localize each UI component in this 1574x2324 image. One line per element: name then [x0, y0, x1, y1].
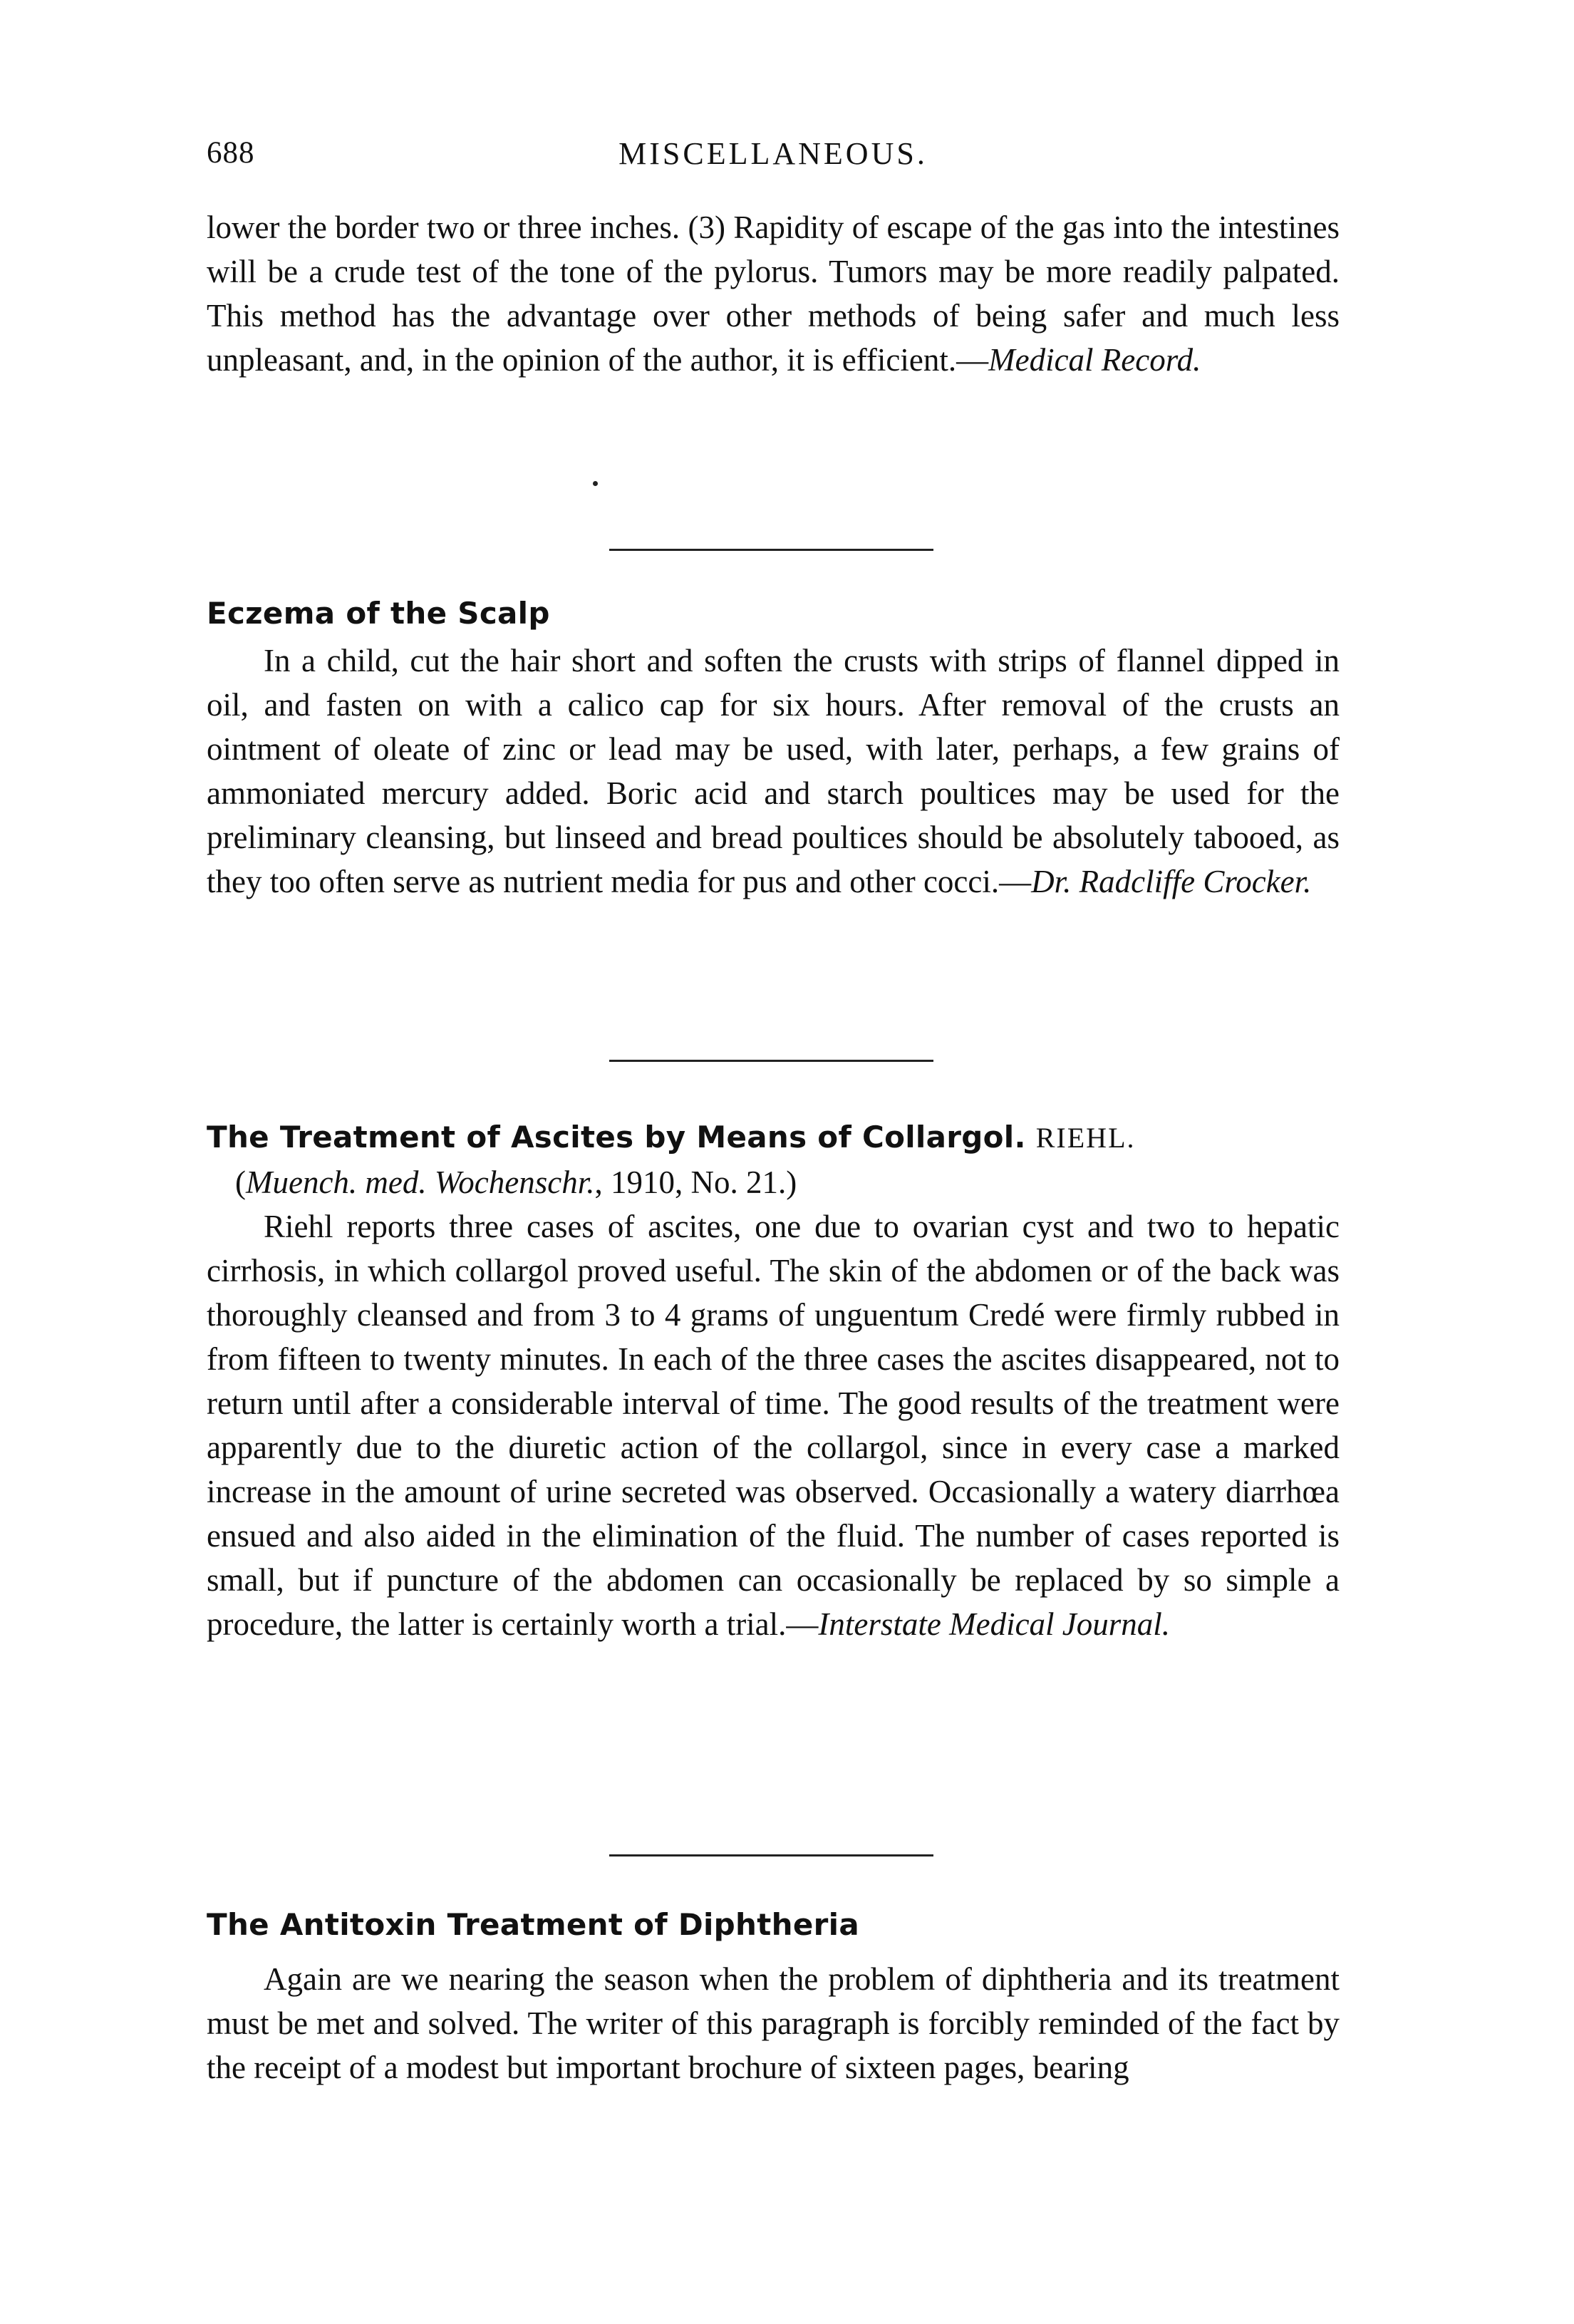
article-source: Interstate Medical Journal. — [818, 1606, 1171, 1642]
continued-article — [207, 205, 1340, 382]
reference-details: , 1910, No. 21.) — [594, 1164, 797, 1200]
article-title: The Antitoxin Treatment of Diphtheria — [207, 1907, 859, 1942]
continued-paragraph — [207, 205, 1340, 382]
article-source: Dr. Radcliffe Crocker. — [1031, 864, 1312, 899]
article-ascites — [207, 1115, 1340, 1646]
article-eczema — [207, 592, 1340, 904]
running-title: MISCELLANEOUS. — [618, 136, 928, 171]
article-author: RIEHL. — [1035, 1122, 1136, 1154]
article-reference — [207, 1160, 1340, 1204]
article-diphtheria — [207, 1903, 1340, 2090]
section-divider — [609, 1854, 933, 1856]
section-divider — [609, 549, 933, 551]
article-paragraph — [207, 639, 1340, 904]
article-text: Again are we nearing the season when the problem of diphtheria and its treatment must be met and solved. The writer of this paragraph is forcibly reminded of the fact by the receipt of a modest but important brochure of sixteen pages, bearing — [207, 1961, 1340, 2085]
page-header — [207, 135, 1340, 185]
section-divider — [609, 1060, 933, 1062]
article-paragraph — [207, 1204, 1340, 1646]
article-title: Eczema of the Scalp — [207, 596, 550, 631]
reference-journal: Muench. med. Wochenschr. — [246, 1164, 595, 1200]
article-paragraph — [207, 1957, 1340, 2090]
article-title — [207, 1115, 1340, 1160]
article-text: Riehl reports three cases of ascites, one due to ovarian cyst and two to hepatic cirrhosis, in which collargol proved useful. The skin of the abdomen or of the back was thoroughly cleansed and from 3 to 4 grams of unguentum Credé were firmly rubbed in from fifteen to twenty minutes. In each of the three cases the ascites disappeared, not to return until after a considerable interval of time. The good results of the treatment were apparently due to the diuretic action of the collargol, since in every case a marked increase in the amount of urine secreted was observed. Occasionally a watery diarrhœa ensued and also aided in the elimination of the fluid. The number of cases reported is small, but if puncture of the abdomen can occasionally be replaced by so simple a procedure, the latter is certainly worth a trial.— — [207, 1209, 1340, 1642]
reference-open: ( — [235, 1164, 246, 1200]
article-text: In a child, cut the hair short and soften the crusts with strips of flannel dipped in oil, and fasten on with a calico cap for six hours. After removal of the crusts an ointment of oleate of zinc or lead may be used, with later, perhaps, a few grains of ammoniated mercury added. Boric acid and starch poultices may be used for the preliminary cleansing, but linseed and bread poultices should be absolutely tabooed, as they too often serve as nutrient media for pus and other cocci.— — [207, 643, 1340, 899]
continued-text: lower the border two or three inches. (3) Rapidity of escape of the gas into the intestines will be a crude test of the tone of the pylorus. Tumors may be more readily palpated. This method has the advantage over other methods of being safer and much less unpleasant, and, in the opinion of the author, it is efficient.— — [207, 210, 1340, 378]
article-title-text: The Treatment of Ascites by Means of Collargol. — [207, 1120, 1026, 1155]
stray-mark — [593, 481, 598, 486]
page-number: 688 — [207, 136, 255, 170]
continued-source: Medical Record. — [988, 342, 1201, 378]
